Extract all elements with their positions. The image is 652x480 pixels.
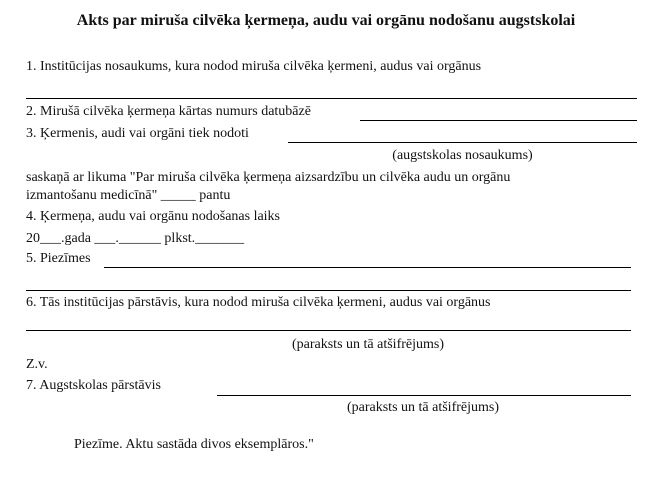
university-name-line[interactable] <box>288 142 637 143</box>
body-number-line[interactable] <box>360 120 637 121</box>
institution-rep-label: 6. Tās institūcijas pārstāvis, kura nodod miruša cilvēka ķermeni, audus vai orgānus <box>26 295 491 310</box>
document-title: Akts par miruša cilvēka ķermeņa, audu vai orgānu nodošanu augstskolai <box>76 12 576 29</box>
university-rep-signature-caption: (paraksts un tā atšifrējums) <box>346 400 499 415</box>
body-number-label: 2. Mirušā cilvēka ķermeņa kārtas numurs datubāzē <box>26 104 311 119</box>
institution-rep-signature-line[interactable] <box>26 330 631 331</box>
transfer-time-label: 4. Ķermeņa, audu vai orgānu nodošanas laiks <box>26 209 281 224</box>
footnote: Piezīme. Aktu sastāda divos eksemplāros." <box>74 437 314 452</box>
notes-label: 5. Piezīmes <box>26 251 91 266</box>
university-rep-signature-line[interactable] <box>217 395 631 396</box>
notes-line-2[interactable] <box>26 290 631 291</box>
institution-name-line[interactable] <box>26 98 637 99</box>
recipient-label: 3. Ķermenis, audi vai orgāni tiek nodoti <box>26 126 249 141</box>
law-reference-line-1: saskaņā ar likuma "Par miruša cilvēka ķermeņa aizsardzību un cilvēka audu un orgānu <box>26 170 511 185</box>
university-name-caption: (augstskolas nosaukums) <box>392 148 533 163</box>
stamp-label: Z.v. <box>26 357 48 372</box>
institution-name-label: 1. Institūcijas nosaukums, kura nodod miruša cilvēka ķermeni, audus vai orgānus <box>26 59 482 74</box>
notes-line-1[interactable] <box>104 267 631 268</box>
institution-rep-signature-caption: (paraksts un tā atšifrējums) <box>291 337 444 352</box>
law-reference-line-2: izmantošanu medicīnā" _____ pantu <box>26 188 231 203</box>
transfer-date-line: 20___.gada ___.______ plkst._______ <box>26 231 245 246</box>
university-rep-label: 7. Augstskolas pārstāvis <box>26 378 161 393</box>
